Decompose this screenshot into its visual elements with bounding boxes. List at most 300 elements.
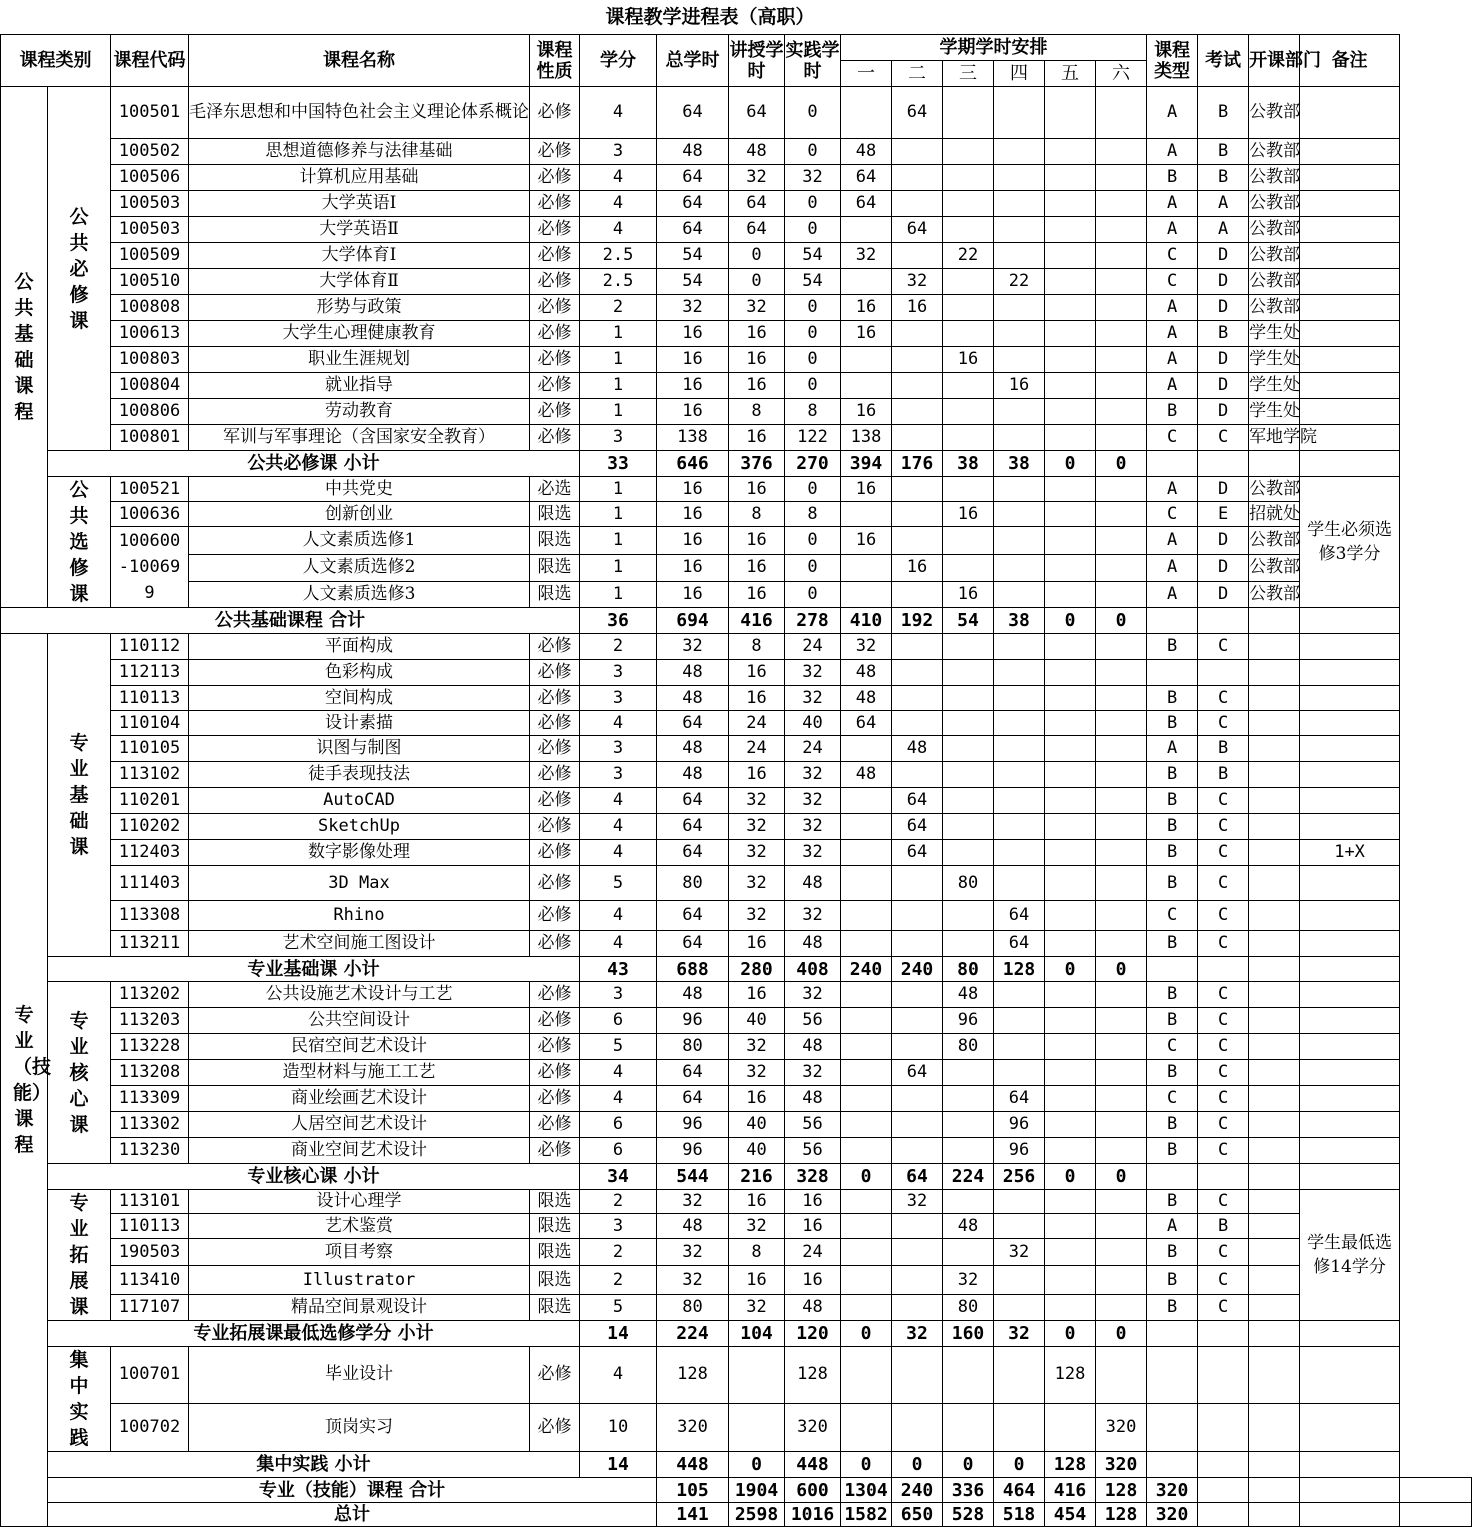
header-name: 课程名称 <box>189 35 530 87</box>
course-practice: 32 <box>785 762 841 788</box>
subtotal-credit: 14 <box>580 1321 657 1347</box>
subtotal-row <box>1 608 1472 634</box>
course-dept: 公教部 <box>1249 139 1300 165</box>
course-s4 <box>994 1266 1045 1295</box>
group-label-text: 集中实践 <box>69 1349 89 1449</box>
course-type: A <box>1147 321 1198 347</box>
course-s1 <box>841 1008 892 1034</box>
course-name: 劳动教育 <box>189 399 530 425</box>
course-s6 <box>1096 399 1147 425</box>
cell-exam <box>1198 1321 1249 1347</box>
course-s4: 64 <box>994 931 1045 957</box>
course-s5 <box>1045 581 1096 607</box>
table-row <box>1 1239 1472 1266</box>
group-label-text: 专业基础课 <box>69 732 89 858</box>
course-name: 人文素质选修1 <box>189 527 530 555</box>
subtotal-s1: 240 <box>841 957 892 982</box>
course-note <box>1300 1034 1400 1060</box>
course-s6 <box>1096 347 1147 373</box>
course-s5 <box>1045 1403 1096 1451</box>
header-sem-4: 四 <box>994 61 1045 87</box>
course-dept: 公教部 <box>1249 243 1300 269</box>
table-row <box>1 1112 1472 1138</box>
table-row <box>1 1138 1472 1164</box>
table-row <box>1 527 1472 555</box>
course-name: 数字影像处理 <box>189 840 530 866</box>
course-total: 64 <box>657 1060 729 1086</box>
course-note <box>1300 901 1400 931</box>
course-type: B <box>1147 1295 1198 1321</box>
course-dept <box>1249 788 1300 814</box>
header-lecture: 讲授学时 <box>729 35 785 87</box>
course-dept <box>1249 1112 1300 1138</box>
table-row <box>1 814 1472 840</box>
subtotal-s2: 528 <box>943 1503 994 1527</box>
subtotal-s3: 54 <box>943 608 994 634</box>
course-lecture: 16 <box>729 321 785 347</box>
course-total: 48 <box>657 660 729 686</box>
course-dept <box>1249 840 1300 866</box>
course-nature: 必修 <box>530 399 580 425</box>
course-s5 <box>1045 1295 1096 1321</box>
course-s4 <box>994 321 1045 347</box>
course-practice: 32 <box>785 840 841 866</box>
table-row <box>1 502 1472 527</box>
cell-note <box>1300 608 1400 634</box>
course-dept: 公教部 <box>1249 295 1300 321</box>
course-s1: 138 <box>841 425 892 451</box>
course-s4 <box>994 347 1045 373</box>
course-total: 96 <box>657 1138 729 1164</box>
course-code: 113211 <box>111 931 189 957</box>
cell-exam <box>1249 1503 1300 1527</box>
subtotal-s5: 0 <box>1045 1164 1096 1190</box>
subtotal-credit: 14 <box>580 1452 657 1478</box>
course-dept <box>1249 1347 1300 1404</box>
course-s3 <box>943 840 994 866</box>
course-exam: C <box>1198 1060 1249 1086</box>
course-dept: 学生处 <box>1249 373 1300 399</box>
course-s4 <box>994 736 1045 762</box>
course-total: 16 <box>657 373 729 399</box>
subtotal-label: 专业拓展课最低选修学分 小计 <box>48 1321 580 1347</box>
curriculum-table <box>0 34 1472 1527</box>
course-s5 <box>1045 243 1096 269</box>
course-exam: B <box>1198 321 1249 347</box>
course-practice: 54 <box>785 269 841 295</box>
course-total: 96 <box>657 1008 729 1034</box>
course-credit: 6 <box>580 1008 657 1034</box>
course-total: 32 <box>657 1239 729 1266</box>
course-practice: 48 <box>785 1086 841 1112</box>
header-sem-5: 五 <box>1045 61 1096 87</box>
course-code: 100503 <box>111 217 189 243</box>
subtotal-s6: 320 <box>1147 1478 1198 1503</box>
course-s2 <box>892 373 943 399</box>
course-s3 <box>943 1112 994 1138</box>
cell-exam <box>1198 608 1249 634</box>
course-code: 110112 <box>111 634 189 660</box>
course-practice: 24 <box>785 736 841 762</box>
course-s4 <box>994 1347 1045 1404</box>
course-s5 <box>1045 321 1096 347</box>
course-s3: 80 <box>943 1034 994 1060</box>
course-s4 <box>994 1214 1045 1239</box>
course-nature: 限选 <box>530 555 580 581</box>
course-type: B <box>1147 1008 1198 1034</box>
table-row <box>1 1008 1472 1034</box>
course-s2 <box>892 1086 943 1112</box>
course-type <box>1147 660 1198 686</box>
course-total: 16 <box>657 477 729 502</box>
subtotal-practice: 328 <box>785 1164 841 1190</box>
course-credit: 1 <box>580 527 657 555</box>
subtotal-label: 公共基础课程 合计 <box>1 608 580 634</box>
course-nature: 必修 <box>530 901 580 931</box>
course-name: 就业指导 <box>189 373 530 399</box>
course-s6 <box>1096 931 1147 957</box>
subtotal-credit: 33 <box>580 451 657 477</box>
course-practice: 48 <box>785 1034 841 1060</box>
course-s5 <box>1045 634 1096 660</box>
course-type: A <box>1147 87 1198 139</box>
course-type: A <box>1147 139 1198 165</box>
course-nature: 限选 <box>530 1295 580 1321</box>
cell-dept <box>1249 1452 1300 1478</box>
course-s3: 80 <box>943 1295 994 1321</box>
course-s2: 64 <box>892 840 943 866</box>
table-row <box>1 425 1472 451</box>
course-s4 <box>994 555 1045 581</box>
course-s2 <box>892 191 943 217</box>
course-lecture: 32 <box>729 165 785 191</box>
course-s1 <box>841 1239 892 1266</box>
course-s4 <box>994 660 1045 686</box>
course-note <box>1300 269 1400 295</box>
course-s2 <box>892 1295 943 1321</box>
course-s5 <box>1045 502 1096 527</box>
course-lecture: 24 <box>729 736 785 762</box>
subtotal-credit: 36 <box>580 608 657 634</box>
header-practice: 实践学时 <box>785 35 841 87</box>
course-s3: 48 <box>943 1214 994 1239</box>
course-name: 思想道德修养与法律基础 <box>189 139 530 165</box>
course-name: 毛泽东思想和中国特色社会主义理论体系概论 <box>189 87 530 139</box>
course-s2: 16 <box>892 295 943 321</box>
course-total: 64 <box>657 191 729 217</box>
course-nature: 必修 <box>530 1347 580 1404</box>
course-code: 113230 <box>111 1138 189 1164</box>
course-total: 16 <box>657 321 729 347</box>
course-note <box>1300 931 1400 957</box>
course-s1 <box>841 901 892 931</box>
course-s5 <box>1045 191 1096 217</box>
course-name: 艺术空间施工图设计 <box>189 931 530 957</box>
course-lecture: 8 <box>729 502 785 527</box>
course-practice: 32 <box>785 165 841 191</box>
course-lecture: 16 <box>729 931 785 957</box>
course-nature: 限选 <box>530 1266 580 1295</box>
course-nature: 必修 <box>530 788 580 814</box>
course-s2 <box>892 165 943 191</box>
subtotal-s6: 0 <box>1096 957 1147 982</box>
course-lecture: 16 <box>729 982 785 1008</box>
course-practice: 0 <box>785 87 841 139</box>
course-practice: 0 <box>785 527 841 555</box>
course-type: A <box>1147 581 1198 607</box>
cell-type <box>1147 1321 1198 1347</box>
course-s6 <box>1096 269 1147 295</box>
course-credit: 2.5 <box>580 243 657 269</box>
course-practice: 0 <box>785 555 841 581</box>
course-credit: 4 <box>580 788 657 814</box>
course-s5 <box>1045 1086 1096 1112</box>
course-s1 <box>841 1138 892 1164</box>
course-total: 16 <box>657 555 729 581</box>
course-s1 <box>841 1347 892 1404</box>
course-total: 16 <box>657 399 729 425</box>
subtotal-row <box>1 957 1472 982</box>
course-s1: 16 <box>841 477 892 502</box>
subtotal-total: 694 <box>657 608 729 634</box>
course-s5 <box>1045 1112 1096 1138</box>
cell-type <box>1198 1503 1249 1527</box>
cell-dept <box>1249 1164 1300 1190</box>
subtotal-s3: 224 <box>943 1164 994 1190</box>
course-s5 <box>1045 1239 1096 1266</box>
course-name: 大学体育Ⅰ <box>189 243 530 269</box>
course-s3 <box>943 1138 994 1164</box>
subtotal-s5: 128 <box>1045 1452 1096 1478</box>
course-name: 大学英语Ⅰ <box>189 191 530 217</box>
course-code: 113302 <box>111 1112 189 1138</box>
course-name: 创新创业 <box>189 502 530 527</box>
course-credit: 3 <box>580 139 657 165</box>
course-practice: 0 <box>785 191 841 217</box>
course-lecture: 64 <box>729 217 785 243</box>
course-s6 <box>1096 762 1147 788</box>
course-s1 <box>841 788 892 814</box>
header-semester-group: 学期学时安排 <box>841 35 1147 61</box>
course-credit: 3 <box>580 982 657 1008</box>
table-row <box>1 555 1472 581</box>
course-s3 <box>943 736 994 762</box>
course-type: A <box>1147 217 1198 243</box>
course-s6 <box>1096 866 1147 901</box>
course-exam: D <box>1198 269 1249 295</box>
course-practice: 32 <box>785 1060 841 1086</box>
course-s5 <box>1045 814 1096 840</box>
course-s2 <box>892 1214 943 1239</box>
course-code: 190503 <box>111 1239 189 1266</box>
course-s2 <box>892 139 943 165</box>
subtotal-total: 544 <box>657 1164 729 1190</box>
subtotal-s2: 192 <box>892 608 943 634</box>
course-type: A <box>1147 191 1198 217</box>
course-dept: 学生处 <box>1249 321 1300 347</box>
header-sem-1: 一 <box>841 61 892 87</box>
course-dept: 公教部 <box>1249 527 1300 555</box>
group-public-required <box>48 87 111 451</box>
table-row <box>1 217 1472 243</box>
course-code: 100502 <box>111 139 189 165</box>
course-s4 <box>994 762 1045 788</box>
course-dept <box>1249 814 1300 840</box>
course-type: C <box>1147 243 1198 269</box>
course-exam: B <box>1198 736 1249 762</box>
course-s4: 64 <box>994 901 1045 931</box>
course-s1 <box>841 840 892 866</box>
table-row <box>1 866 1472 901</box>
subtotal-lecture: 600 <box>785 1478 841 1503</box>
course-practice: 56 <box>785 1008 841 1034</box>
course-total: 16 <box>657 347 729 373</box>
course-exam: D <box>1198 555 1249 581</box>
course-lecture: 16 <box>729 581 785 607</box>
course-practice: 32 <box>785 788 841 814</box>
course-s5 <box>1045 660 1096 686</box>
course-lecture: 16 <box>729 527 785 555</box>
subtotal-s4: 38 <box>994 608 1045 634</box>
table-row <box>1 736 1472 762</box>
course-practice: 16 <box>785 1214 841 1239</box>
course-note <box>1300 243 1400 269</box>
course-s4: 64 <box>994 1086 1045 1112</box>
group-label-text: 专业核心课 <box>69 1009 89 1136</box>
course-name: SketchUp <box>189 814 530 840</box>
group-label-text: 公共选修课 <box>69 479 89 605</box>
course-total: 80 <box>657 1295 729 1321</box>
course-lecture: 32 <box>729 1060 785 1086</box>
course-nature: 限选 <box>530 527 580 555</box>
course-s6 <box>1096 840 1147 866</box>
course-s3 <box>943 555 994 581</box>
course-s1 <box>841 347 892 373</box>
table-row <box>1 1266 1472 1295</box>
course-note: 学生最低选修14学分 <box>1300 1190 1400 1321</box>
subtotal-s6: 320 <box>1147 1503 1198 1527</box>
course-s5 <box>1045 1034 1096 1060</box>
course-lecture: 16 <box>729 425 785 451</box>
course-code: 113102 <box>111 762 189 788</box>
header-sem-2: 二 <box>892 61 943 87</box>
subtotal-s1: 0 <box>841 1321 892 1347</box>
course-dept: 学生处 <box>1249 399 1300 425</box>
course-s3 <box>943 191 994 217</box>
course-name: 公共空间设计 <box>189 1008 530 1034</box>
course-s1 <box>841 1214 892 1239</box>
course-lecture: 40 <box>729 1138 785 1164</box>
course-s3 <box>943 269 994 295</box>
course-code: 110201 <box>111 788 189 814</box>
course-nature: 必修 <box>530 295 580 321</box>
course-total: 320 <box>657 1403 729 1451</box>
subtotal-row <box>1 1503 1472 1527</box>
course-credit: 6 <box>580 1112 657 1138</box>
course-s3: 16 <box>943 347 994 373</box>
subtotal-s5: 0 <box>1045 1321 1096 1347</box>
subtotal-s1: 394 <box>841 451 892 477</box>
course-name: 精品空间景观设计 <box>189 1295 530 1321</box>
cell-dept <box>1249 1321 1300 1347</box>
header-category: 课程类别 <box>1 35 111 87</box>
course-type <box>1147 1347 1198 1404</box>
course-s6 <box>1096 788 1147 814</box>
table-row <box>1 982 1472 1008</box>
course-credit: 1 <box>580 347 657 373</box>
course-s6 <box>1096 901 1147 931</box>
course-lecture: 16 <box>729 1086 785 1112</box>
course-name: 设计心理学 <box>189 1190 530 1214</box>
subtotal-lecture: 216 <box>729 1164 785 1190</box>
course-type: B <box>1147 686 1198 711</box>
table-row <box>1 295 1472 321</box>
course-note <box>1300 736 1400 762</box>
table-row <box>1 581 1472 607</box>
course-dept: 学生处 <box>1249 347 1300 373</box>
course-s6 <box>1096 321 1147 347</box>
course-nature: 必修 <box>530 711 580 736</box>
subtotal-s2: 0 <box>892 1452 943 1478</box>
course-lecture: 16 <box>729 555 785 581</box>
course-s3 <box>943 165 994 191</box>
course-name: 顶岗实习 <box>189 1403 530 1451</box>
subtotal-s6: 0 <box>1096 1164 1147 1190</box>
cell-exam <box>1249 1478 1300 1503</box>
course-type: B <box>1147 1138 1198 1164</box>
table-row <box>1 788 1472 814</box>
table-row <box>1 373 1472 399</box>
course-lecture: 64 <box>729 191 785 217</box>
course-s5 <box>1045 840 1096 866</box>
group-public-basic <box>1 87 48 608</box>
course-name: 大学生心理健康教育 <box>189 321 530 347</box>
course-s2 <box>892 711 943 736</box>
course-type: B <box>1147 1060 1198 1086</box>
course-code: 100803 <box>111 347 189 373</box>
table-row <box>1 243 1472 269</box>
course-type <box>1147 1403 1198 1451</box>
course-dept <box>1249 1008 1300 1034</box>
course-code: 117107 <box>111 1295 189 1321</box>
course-code: 100521 <box>111 477 189 502</box>
course-name: 人居空间艺术设计 <box>189 1112 530 1138</box>
course-credit: 4 <box>580 191 657 217</box>
course-s6 <box>1096 1190 1147 1214</box>
course-note <box>1300 660 1400 686</box>
subtotal-label: 总计 <box>48 1503 657 1527</box>
course-total: 64 <box>657 165 729 191</box>
course-s5 <box>1045 788 1096 814</box>
course-name: Rhino <box>189 901 530 931</box>
course-s3: 16 <box>943 502 994 527</box>
subtotal-s6: 0 <box>1096 608 1147 634</box>
course-s1 <box>841 1266 892 1295</box>
course-dept: 公教部 <box>1249 87 1300 139</box>
course-total: 64 <box>657 87 729 139</box>
course-nature: 必修 <box>530 191 580 217</box>
course-nature: 必修 <box>530 686 580 711</box>
course-exam: C <box>1198 1008 1249 1034</box>
course-type: B <box>1147 788 1198 814</box>
group-prof-basic <box>48 634 111 957</box>
course-s2 <box>892 1138 943 1164</box>
course-practice: 0 <box>785 217 841 243</box>
subtotal-total: 646 <box>657 451 729 477</box>
course-exam: C <box>1198 1034 1249 1060</box>
course-exam: C <box>1198 686 1249 711</box>
subtotal-total: 688 <box>657 957 729 982</box>
